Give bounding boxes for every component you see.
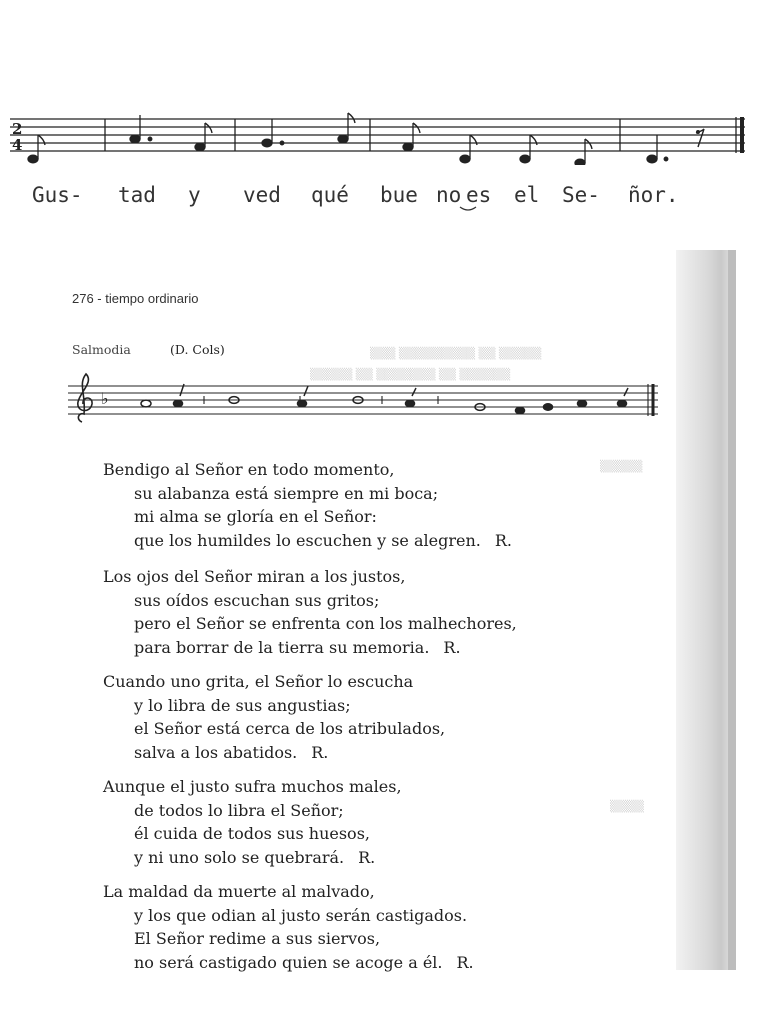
lyric-syllable: Gus- bbox=[32, 183, 83, 207]
response-marker: R. bbox=[456, 952, 474, 972]
lyric-syllable: y bbox=[188, 183, 201, 207]
stanza-3 bbox=[103, 670, 445, 764]
lyric-syllable: bue bbox=[380, 183, 418, 207]
page-edge bbox=[728, 250, 736, 970]
stanza-line: Bendigo al Señor en todo momento, bbox=[103, 460, 395, 479]
svg-text:♭: ♭ bbox=[101, 389, 109, 408]
stanza-line: pero el Señor se enfrenta con los malhechores, bbox=[134, 614, 517, 633]
lyric-syllable: el bbox=[514, 183, 540, 207]
lyric-syllable: no bbox=[436, 183, 462, 207]
stanza-line: y lo libra de sus angustias; bbox=[134, 695, 351, 715]
bleed-through-text: ▒▒▒▒▒ bbox=[600, 460, 643, 473]
composer-credit: (D. Cols) bbox=[170, 342, 225, 357]
response-marker: R. bbox=[311, 742, 329, 762]
lyric-syllable: Se- bbox=[562, 183, 600, 207]
response-marker: R. bbox=[358, 847, 376, 867]
refrain-staff bbox=[10, 105, 750, 165]
stanza-line: su alabanza está siempre en mi boca; bbox=[134, 483, 439, 503]
stanza-line: Aunque el justo sufra muchos males, bbox=[103, 777, 402, 796]
stanza-line: para borrar de la tierra su memoria. bbox=[134, 637, 430, 657]
stanza-4 bbox=[103, 775, 402, 869]
bleed-through-text: ▒▒▒ ▒▒▒▒▒▒▒▒▒ ▒▒ ▒▒▒▒▒ bbox=[370, 347, 542, 360]
stanza-line: Los ojos del Señor miran a los justos, bbox=[103, 567, 406, 586]
response-marker: R. bbox=[494, 530, 512, 550]
stanza-line: salva a los abatidos. bbox=[134, 742, 298, 762]
lyric-syllable: tad bbox=[118, 183, 156, 207]
elision-mark bbox=[458, 205, 478, 213]
lyric-syllable: ñor. bbox=[628, 183, 679, 207]
stanza-5 bbox=[103, 880, 474, 974]
svg-text:2: 2 bbox=[12, 120, 23, 138]
svg-text:4: 4 bbox=[12, 136, 23, 154]
stanza-2 bbox=[103, 565, 517, 659]
psalmody-label: Salmodia bbox=[72, 342, 131, 357]
bleed-through-text: ▒▒▒▒▒ ▒▒ ▒▒▒▒▒▒▒ ▒▒ ▒▒▒▒▒▒ bbox=[310, 368, 511, 381]
stanza-line: Cuando uno grita, el Señor lo escucha bbox=[103, 672, 414, 691]
lyric-syllable: es bbox=[466, 183, 492, 207]
stanza-line: y ni uno solo se quebrará. bbox=[134, 847, 345, 867]
stanza-line: sus oídos escuchan sus gritos; bbox=[134, 590, 380, 610]
stanza-line: El Señor redime a sus siervos, bbox=[134, 929, 381, 948]
stanza-line: La maldad da muerte al malvado, bbox=[103, 882, 375, 901]
lyric-syllable: ved bbox=[243, 183, 281, 207]
stanza-line: de todos lo libra el Señor; bbox=[134, 800, 344, 820]
stanza-line: que los humildes lo escuchen y se alegren. bbox=[134, 530, 481, 550]
bleed-through-text: ▒▒▒▒ bbox=[610, 800, 644, 813]
page-header: 276 - tiempo ordinario bbox=[72, 291, 199, 306]
stanza-line: no será castigado quien se acoge a él. bbox=[134, 952, 443, 972]
stanza-1 bbox=[103, 458, 512, 552]
stanza-line: él cuida de todos sus huesos, bbox=[134, 824, 370, 843]
stanza-line: el Señor está cerca de los atribulados, bbox=[134, 719, 446, 738]
page-shadow bbox=[676, 250, 736, 970]
lyric-syllable: qué bbox=[311, 183, 349, 207]
stanza-line: mi alma se gloría en el Señor: bbox=[134, 507, 377, 526]
response-marker: R. bbox=[443, 637, 461, 657]
stanza-line: y los que odian al justo serán castigados. bbox=[134, 905, 468, 925]
